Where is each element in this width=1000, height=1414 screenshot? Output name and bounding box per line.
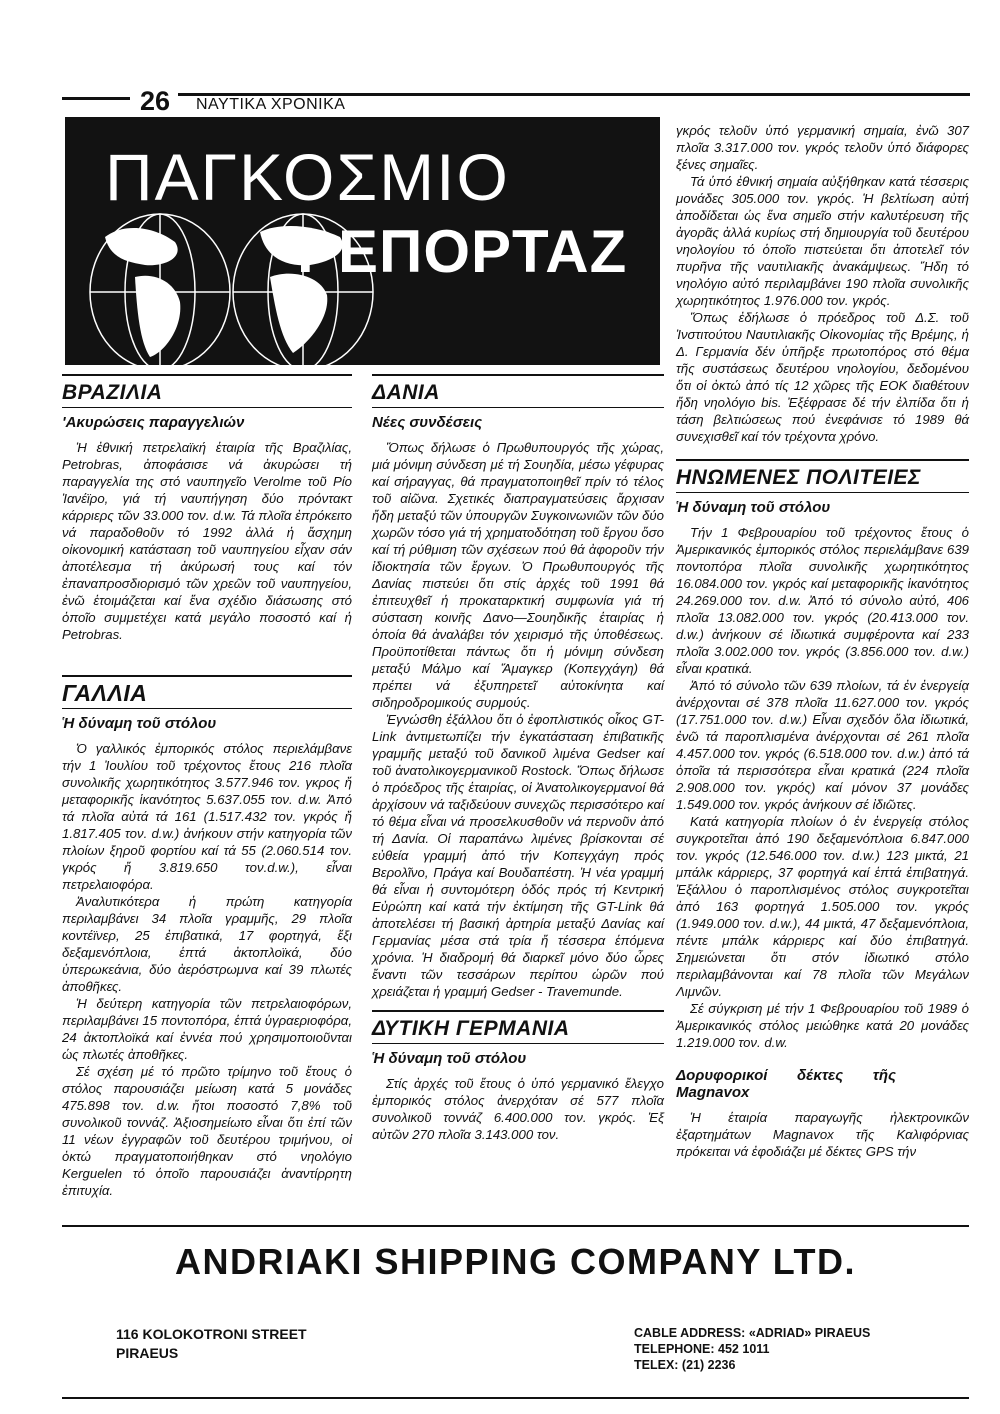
paragraph: Κατά κατηγορία πλοίων ὁ ἐν ἐνεργείᾳ στόλος συγκροτεῖται ἀπό 190 δεξαμενόπλοια 6.847.000 τον. γκρός (12.546.000 τον. d.w.) 123 μικτά, 21 μπάλκ κάρριερς, 37 φορτηγά καί ἑπτά ἐπιβατηγά. Ἐξάλλου ὁ παροπλισμένος στόλος συγκροτεῖται ἀπό 163 φορτηγά 1.505.000 τον. γκρός (1.949.000 τον. d.w.), 44 μικτά, 47 δεξαμενόπλοια, πέντε μπάλκ κάρριερς καί δύο ἐπιβατηγά. Σημειώνεται ὅτι στόν ἰδιωτικό στόλο περιλαμβάνονται καί 78 πλοῖα τῶν Μεγάλων Λιμνῶν. — [676, 814, 969, 999]
section-title-brazil: ΒΡΑΖΙΛΙΑ — [62, 381, 163, 404]
subheading-brazil: 'Ακυρώσεις παραγγελιών — [62, 414, 245, 431]
subsection-rule — [62, 708, 352, 709]
paragraph: Σέ σύγκριση μέ τήν 1 Φεβρουαρίου τοῦ 1989 ὁ Ἀμερικανικός στόλος μειώθηκε κατά 20 μονάδες 1.219.000 τον. d.w. — [676, 1001, 969, 1050]
section-rule — [62, 675, 352, 677]
section-rule — [372, 374, 664, 376]
column-1 — [62, 374, 352, 1199]
header-rule-left — [62, 97, 130, 100]
paragraph: Ἡ δεύτερη κατηγορία τῶν πετρελαιοφόρων, περιλαμβάνει 15 ποντοπόρα, ἑπτά ὑγραεριοφόρα, 24 ἀκτοπλοϊκά καί ἐννέα πού χρησιμοποιοῦνται ὡς πλωτές ἀποθῆκες. — [62, 996, 352, 1062]
paragraph: Ἡ ἑταιρία παραγωγῆς ἠλεκτρονικῶν ἐξαρτημάτων Magnavox τῆς Καλιφόρνιας πρόκειται νά ἐφοδιάζει μέ δέκτες GPS τήν — [676, 1110, 969, 1159]
subsection-rule — [372, 407, 664, 408]
publication-name: ΝΑΥΤΙΚΑ ΧΡΟΝΙΚΑ — [196, 96, 346, 113]
section-banner — [65, 117, 660, 365]
paragraph: Σέ σχέση μέ τό πρῶτο τρίμηνο τοῦ ἔτους ὁ στόλος παρουσιάζει μείωση κατά 5 μονάδες 475.898 τον. d.w. ἤτοι ποσοστό 7,8% τοῦ συνολικοῦ τοννάζ. Ἀξιοσημείωτο εἶναι ὅτι ἐπί τῶν 11 νέων ἐγγραφῶν τοῦ δευτέρου τριμήνου, οἱ ὀκτώ πραγματοποιήθηκαν στό νηολόγιο Kerguelen τό ὁποῖο παρουσιάζει ἀναντίρρητη ἐπιτυχία. — [62, 1064, 352, 1198]
header-rule-right — [178, 93, 970, 96]
paragraph: Ὅπως ἐδήλωσε ὁ πρόεδρος τοῦ Δ.Σ. τοῦ Ἰνστιτούτου Ναυτιλιακῆς Οἰκονομίας τῆς Βρέμης, ἡ Δ. Γερμανία δέν ὑπῆρξε πρωτοπόρος στό θέμα τῆς συστάσεως δευτέρου νηολογίου, δεδομένου ὅτι οἱ ὀκτώ ἀπό τίς 12 χῶρες τῆς ΕΟΚ διαθέτουν ἤδη νηολόγιο bis. Ἐξέφρασε δέ τήν ἐλπίδα ὅτι ἡ τάση βελτιώσεως πού ἐνεφάνισε τό 1989 θά συνεχισθεῖ καί τόν τρέχοντα χρόνο. — [676, 310, 969, 444]
paragraph: Τά ὑπό ἐθνική σημαία αὐξήθηκαν κατά τέσσερις μονάδες 305.000 τον. γκρός. Ἡ βελτίωση αὐτή ἀποδίδεται ὡς ἕνα σημεῖο στήν καλυτέρευση τῆς ἀγορᾶς ἀλλά κυρίως στή δημιουργία τοῦ δευτέρου νηολογίου τό ὁποῖο πιστεύεται ὅτι ἀποτελεῖ τόν πυρῆνα τῆς ναυτιλιακῆς ἀνακάμψεως. Ἤδη τό νηολόγιο αὐτό περιλαμβάνει 190 πλοῖα συνολικῆς χωρητικότητος 1.976.000 τον. γκρός. — [676, 174, 969, 308]
ad-telex: TELEX: (21) 2236 — [634, 1358, 736, 1372]
section-title-denmark: ΔΑΝΙΑ — [372, 381, 440, 404]
subheading-denmark: Νέες συνδέσεις — [372, 414, 483, 431]
page-number: 26 — [140, 86, 171, 116]
section-title-west-germany: ΔΥΤΙΚΗ ΓΕΡΜΑΝΙΑ — [372, 1017, 570, 1040]
paragraph: Ὁ γαλλικός ἐμπορικός στόλος περιελάμβανε τήν 1 Ἰουλίου τοῦ τρέχοντος ἔτους 216 πλοῖα συνολικῆς χωρητικότητος 3.577.946 τον. γκρος ἤ μεταφορικῆς ἱκανότητος 5.637.055 τον. d.w. Ἀπό τά πλοῖα αὐτά τά 161 (1.517.432 τον. γκρός ἤ 1.817.405 τον. d.w.) ἀνήκουν στήν κατηγορία τῶν πλοίων ξηροῦ φορτίου καί τά 55 (2.060.514 τον. γκρός ἤ 3.819.650 τον.d.w.), εἶναι πετρελαιοφόρα. — [62, 741, 352, 892]
subheading-magnavox: Δορυφορικοί δέκτες τῆς Magnavox — [676, 1067, 896, 1101]
paragraph: Ἀπό τό σύνολο τῶν 639 πλοίων, τά ἐν ἐνεργείᾳ ἀνέρχονται σέ 378 πλοῖα 11.627.000 τον. γκρός (17.751.000 τον. d.w.) Εἶναι σχεδόν ὅλα ἰδιωτικά, ἐνῶ τά παροπλισμένα ἀνέρχονται σέ 261 πλοῖα 4.457.000 τον. γκρός (6.518.000 τον. d.w.) ἀπό τά ὁποῖα τά περισσότερα εἶναι κρατικά (224 πλοῖα 2.908.000 τον. γκρός) καί μόνον 37 μονάδες 1.549.000 τον. γκρός ἀνήκουν σέ ἰδιῶτες. — [676, 678, 969, 812]
ad-telephone: TELEPHONE: 452 1011 — [634, 1342, 770, 1356]
ad-address-city: PIRAEUS — [116, 1345, 179, 1361]
paragraph: Ἡ ἐθνική πετρελαϊκή ἑταιρία τῆς Βραζιλίας, Petrobras, ἀποφάσισε νά ἀκυρώσει τή παραγγελία της στό ναυπηγεῖο Verolme τοῦ Ρίο Ἰανέϊρο, γιά τή ναυπήγηση δύο πρόντακτ κάρριερς τῶν 33.000 τον. d.w. Τά πλοῖα ἐπρόκειτο νά παραδοθοῦν τό 1992 ἀλλά ἡ ἄσχημη οἰκονομική κατάσταση τοῦ ναυπηγείου εἶχαν σάν ἀποτέλεσμα τή ἀκύρωσή τους καί τόν ἐπαναπροσδιορισμό τῶν χρεῶν τοῦ ναυπηγείου, ἐνῶ ἑτοιμάζεται καί ἕνα σχέδιο διάσωσης στό ὁποῖο συμμετέχει κατά μεγάλο ποσοστό καί ἡ Petrobras. — [62, 440, 352, 642]
column-2 — [372, 374, 664, 1143]
ad-address-street: 116 KOLOKOTRONI STREET — [116, 1326, 307, 1342]
subheading-west-germany: Ἡ δύναμη τοῦ στόλου — [372, 1050, 527, 1067]
ad-company-name: ANDRIAKI SHIPPING COMPANY LTD. — [174, 1241, 857, 1282]
paragraph: Τήν 1 Φεβρουαρίου τοῦ τρέχοντος ἔτους ὁ Ἀμερικανικός ἐμπορικός στόλος περιελάμβανε 639 ποντοπόρα πλοῖα συνολικῆς χωρητικότητος 16.084.000 τον. γκρός καί μεταφορικῆς ἱκανότητος 24.269.000 τον. d.w. Ἀπό τό σύνολο αὐτό, 406 πλοῖα 13.082.000 τον. γκρός (20.413.000 τον. d.w.) ἀνήκουν σέ ἰδιωτικά συμφέροντα καί 233 πλοῖα 3.002.000 τον. γκρός (3.856.000 τον. d.w.) εἶναι κρατικά. — [676, 525, 969, 676]
advertisement — [62, 1225, 969, 1399]
subheading-usa: Ἡ δύναμη τοῦ στόλου — [676, 499, 831, 516]
paragraph: γκρός τελοῦν ὑπό γερμανική σημαία, ἐνῶ 307 πλοῖα 3.317.000 τον. γκρός τελοῦν ὑπό διάφορες ξένες σημαῖες. — [676, 123, 969, 172]
ad-cable-address: CABLE ADDRESS: «ADRIAD» PIRAEUS — [634, 1326, 871, 1340]
section-rule — [676, 459, 969, 461]
banner-title-line2: ΡΕΠΟΡΤΑΖ — [297, 218, 628, 285]
subsection-rule — [676, 492, 969, 493]
subsection-rule — [62, 407, 352, 408]
column-3 — [676, 122, 969, 1160]
section-title-usa: ΗΝΩΜΕΝΕΣ ΠΟΛΙΤΕΙΕΣ — [676, 466, 921, 489]
banner-title-line1: ΠΑΓΚΟΣΜΙΟ — [105, 140, 510, 214]
paragraph: Ὅπως δήλωσε ὁ Πρωθυπουργός τῆς χώρας, μιά μόνιμη σύνδεση μέ τή Σουηδία, μέσω γέφυρας καί σήραγγας, θά πραγματοποιηθεῖ πρίν τό τέλος τοῦ αἰῶνα. Σχετικές διαπραγματεύσεις ἄρχισαν ἤδη μεταξύ τῶν ὑπουργῶν Συγκοινωνιῶν τῶν δύο χωρῶν τόσο γιά τή χρηματοδότηση τοῦ ἔργου ὅσο καί τή ρύθμιση τῶν σχέσεων πού θά ἀφοροῦν τήν ἰδιοκτησία τῶν ἔργων. Ὁ Πρωθυπουργός τῆς Δανίας πιστεύει ὅτι στίς ἀρχές τοῦ 1991 θά ἐπιτευχθεῖ ἡ προκαταρκτική συμφωνία γιά τή σύσταση κοινῆς Δανο—Σουηδικῆς ἑταιρίας ἡ ὁποία θά ἀναλάβει τόν χειρισμό τῆς ὑποθέσεως. Προϋποτίθεται πάντως ὅτι ἡ μόνιμη σύνδεση μεταξύ Μάλμο καί Ἅμαγκερ (Κοπεγχάγη) θά πρέπει νά ἐξυπηρετεῖ αὐτοκίνητα καί σιδηροδρομικούς συρμούς. — [372, 440, 664, 710]
paragraph: Ἀναλυτικότερα ἡ πρώτη κατηγορία περιλαμβάνει 34 πλοῖα γραμμῆς, 29 πλοῖα κοντέϊνερ, 25 ἐπιβατικά, 17 φορτηγά, ἕξι δεξαμενόπλοια, ἑπτά ἀκτοπλοϊκά, δύο ὑπερωκεάνια, δύο ἀερόστρωμνα καί 39 πλωτές ἀποθῆκες. — [62, 894, 352, 994]
ad-address — [116, 1325, 307, 1363]
paragraph: Ἐγνώσθη ἐξάλλου ὅτι ὁ ἐφοπλιστικός οἶκος GT-Link ἀντιμετωπίζει τήν ἐγκατάσταση ἐπιβατικῆς γραμμῆς μεταξύ τοῦ δανικοῦ λιμένα Gedser καί τοῦ ἀνατολικογερμανικοῦ Rostock. Ὅπως δήλωσε ὁ πρόεδρος τῆς ἑταιρίας, οἱ Ἀνατολικογερμανοί θά ἀρχίσουν νά ταξιδεύουν συνεχῶς περισσότερο καί τό θέμα εἶναι νά προσελκυσθοῦν νά περνοῦν ἀπό τή Δανία. Οἱ παραπάνω λιμένες βρίσκονται σέ εὐθεία γραμμή ἀπό τήν Κοπεγχάγη πρός Βερολῖνο, Πράγα καί Βουδαπέστη. Ἡ νέα γραμμή θά εἶναι ἡ συντομότερη ὁδός πρός τή Κεντρική Εὐρώπη καί κατά τήν ἐκτίμηση τῆς GT-Link θά ἀποτελέσει τή βασική ἀρτηρία μεταξύ Δανίας καί Γερμανίας μέσα στά τρία ἤ τέσσερα ἑπόμενα χρόνια. Ἡ διαδρομή θά διαρκεῖ μόνο δύο ὧρες ἔναντι τῶν τεσσάρων περίπου ὡρῶν πού χρειάζεται ἡ γραμμή Gedser - Travemunde. — [372, 712, 664, 999]
section-rule — [62, 374, 352, 376]
ad-contacts — [634, 1325, 870, 1373]
section-rule — [372, 1010, 664, 1012]
subheading-france: Ἡ δύναμη τοῦ στόλου — [62, 715, 217, 732]
section-title-france: ΓΑΛΛΙΑ — [62, 680, 148, 706]
subsection-rule — [372, 1043, 664, 1044]
paragraph: Στίς ἀρχές τοῦ ἔτους ὁ ὑπό γερμανικό ἔλεγχο ἐμπορικός στόλος ἀνερχόταν σέ 577 πλοῖα συνολικοῦ τοννάζ 6.400.000 τον. γκρός. Ἐξ αὐτῶν 270 πλοῖα 3.143.000 τον. — [372, 1076, 664, 1142]
